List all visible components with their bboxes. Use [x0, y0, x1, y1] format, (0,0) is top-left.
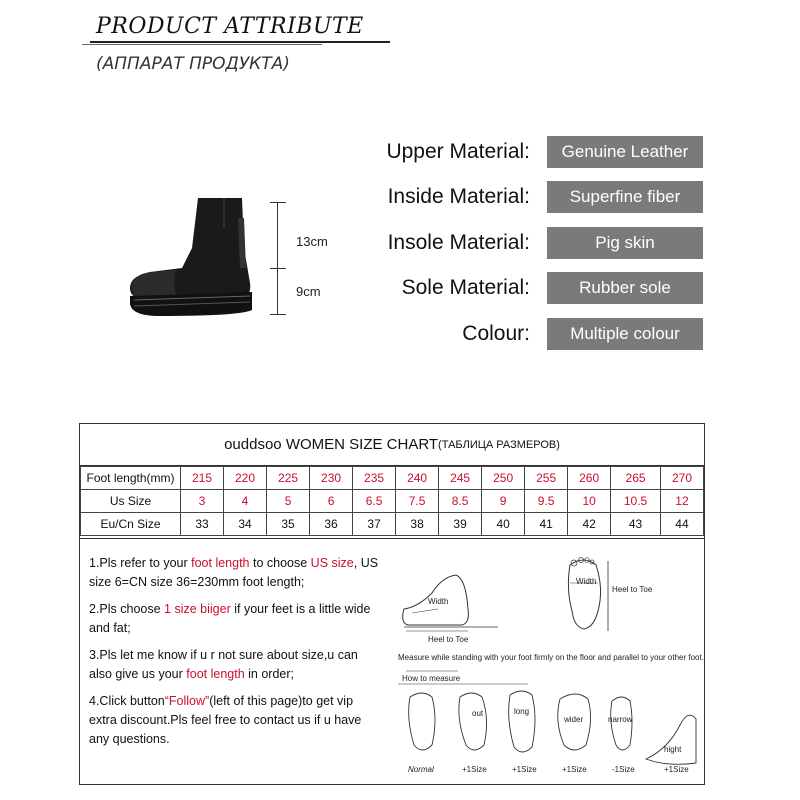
title-underline-secondary: [82, 44, 322, 45]
note-text: if your feet is a little wide and fat;: [89, 602, 371, 635]
size-notes: [89, 554, 381, 757]
size-table: [80, 466, 704, 536]
table-cell: 255: [525, 467, 568, 490]
table-cell: 230: [310, 467, 353, 490]
row-header: Us Size: [81, 490, 181, 513]
attribute-label: Colour:: [462, 322, 530, 345]
attribute-value: Superfine fiber: [547, 181, 703, 213]
heel-to-toe-label-top: Heel to Toe: [612, 585, 653, 594]
table-cell: 39: [439, 513, 482, 536]
attribute-colour: [380, 318, 710, 350]
size-chart: [79, 423, 705, 785]
note-text: to choose: [249, 556, 311, 570]
table-cell: 10.5: [611, 490, 661, 513]
label-wider: wider: [564, 715, 584, 724]
caption-minus1: -1Size: [612, 765, 635, 774]
how-to-measure-label: How to measure: [402, 674, 461, 683]
section-title: PRODUCT ATTRIBUTE: [96, 14, 364, 39]
table-cell: 34: [224, 513, 267, 536]
size-chart-title-en: ouddsoo WOMEN SIZE CHART: [224, 436, 439, 453]
attribute-label: Sole Material:: [401, 276, 530, 299]
note-text: 4.Click button: [89, 694, 165, 708]
attribute-label: Insole Material:: [387, 231, 530, 254]
label-out: out: [472, 709, 484, 718]
attribute-inside-material: [380, 181, 710, 213]
table-row-eu-cn-size: [81, 513, 704, 536]
table-cell: 8.5: [439, 490, 482, 513]
title-underline: [90, 41, 390, 43]
chart-divider: [80, 538, 704, 539]
table-cell: 5: [267, 490, 310, 513]
table-cell: 35: [267, 513, 310, 536]
measure-tick-bottom: [270, 314, 286, 315]
note-highlight: foot length: [186, 667, 245, 681]
table-cell: 9.5: [525, 490, 568, 513]
measure-tick-top: [270, 202, 286, 203]
caption-plus1: +1Size: [562, 765, 587, 774]
table-cell: 43: [611, 513, 661, 536]
attribute-upper-material: [380, 136, 710, 168]
table-cell: 10: [568, 490, 611, 513]
table-cell: 215: [181, 467, 224, 490]
table-cell: 37: [353, 513, 396, 536]
caption-normal: Normal: [408, 765, 434, 774]
note-2: [89, 600, 381, 638]
table-cell: 6.5: [353, 490, 396, 513]
attribute-label: Inside Material:: [387, 185, 530, 208]
note-highlight: “Follow”: [164, 694, 210, 708]
note-highlight: 1 size biiger: [164, 602, 231, 616]
note-4: [89, 692, 381, 749]
note-text: 1.Pls refer to your: [89, 556, 192, 570]
attribute-insole-material: [380, 227, 710, 259]
note-text: , US size 6=CN size 36=230mm foot length;: [89, 556, 379, 589]
table-cell: 6: [310, 490, 353, 513]
caption-plus1: +1Size: [462, 765, 487, 774]
table-cell: 38: [396, 513, 439, 536]
table-row-us-size: [81, 490, 704, 513]
foot-measure-illustration: [398, 549, 698, 779]
attribute-value: Multiple colour: [547, 318, 703, 350]
size-chart-title: [80, 424, 704, 466]
size-chart-title-ru: (ТАБЛИЦА РАЗМЕРОВ): [438, 438, 560, 451]
height-measure-line: [277, 202, 278, 314]
label-narrow: narrow: [608, 715, 633, 724]
table-cell: 33: [181, 513, 224, 536]
note-1: [89, 554, 381, 592]
note-text: in order;: [244, 667, 295, 681]
table-cell: 7.5: [396, 490, 439, 513]
table-cell: 245: [439, 467, 482, 490]
heel-height-label: 9cm: [296, 284, 321, 299]
note-highlight: US size: [310, 556, 354, 570]
boot-product-image: [120, 188, 270, 328]
width-label: Width: [428, 597, 449, 606]
measure-tick-middle: [270, 268, 286, 269]
table-cell: 240: [396, 467, 439, 490]
attribute-value: Rubber sole: [547, 272, 703, 304]
table-cell: 44: [660, 513, 703, 536]
table-cell: 235: [353, 467, 396, 490]
note-3: [89, 646, 381, 684]
note-text: (left of this page)to get vip extra discount.Pls feel free to contact us if u have any questions.: [89, 694, 362, 746]
heel-to-toe-label: Heel to Toe: [428, 635, 469, 644]
section-subtitle: (АППАРАТ ПРОДУКТА): [96, 54, 290, 74]
table-cell: 40: [482, 513, 525, 536]
table-cell: 42: [568, 513, 611, 536]
table-cell: 250: [482, 467, 525, 490]
measure-instruction: Measure while standing with your foot firmly on the floor and parallel to your other foot.: [398, 653, 704, 662]
table-cell: 260: [568, 467, 611, 490]
attribute-value: Pig skin: [547, 227, 703, 259]
row-header: Foot length(mm): [81, 467, 181, 490]
caption-plus1: +1Size: [512, 765, 537, 774]
table-cell: 270: [660, 467, 703, 490]
width-label-top: Width: [576, 577, 597, 586]
note-text: 2.Pls choose: [89, 602, 165, 616]
table-cell: 41: [525, 513, 568, 536]
caption-plus1: +1Size: [664, 765, 689, 774]
attribute-label: Upper Material:: [386, 140, 530, 163]
table-cell: 265: [611, 467, 661, 490]
note-text: 3.Pls let me know if u r not sure about size,u can also give us your: [89, 648, 358, 681]
table-cell: 225: [267, 467, 310, 490]
note-highlight: foot length: [191, 556, 250, 570]
table-cell: 36: [310, 513, 353, 536]
table-cell: 4: [224, 490, 267, 513]
label-hight: hight: [664, 745, 682, 754]
row-header: Eu/Cn Size: [81, 513, 181, 536]
table-cell: 12: [660, 490, 703, 513]
foot-measure-diagram: [398, 549, 704, 779]
table-cell: 9: [482, 490, 525, 513]
attribute-sole-material: [380, 272, 710, 304]
label-long: long: [514, 707, 530, 716]
table-cell: 3: [181, 490, 224, 513]
table-row-foot-length: [81, 467, 704, 490]
shaft-height-label: 13cm: [296, 234, 328, 249]
attribute-value: Genuine Leather: [547, 136, 703, 168]
table-cell: 220: [224, 467, 267, 490]
